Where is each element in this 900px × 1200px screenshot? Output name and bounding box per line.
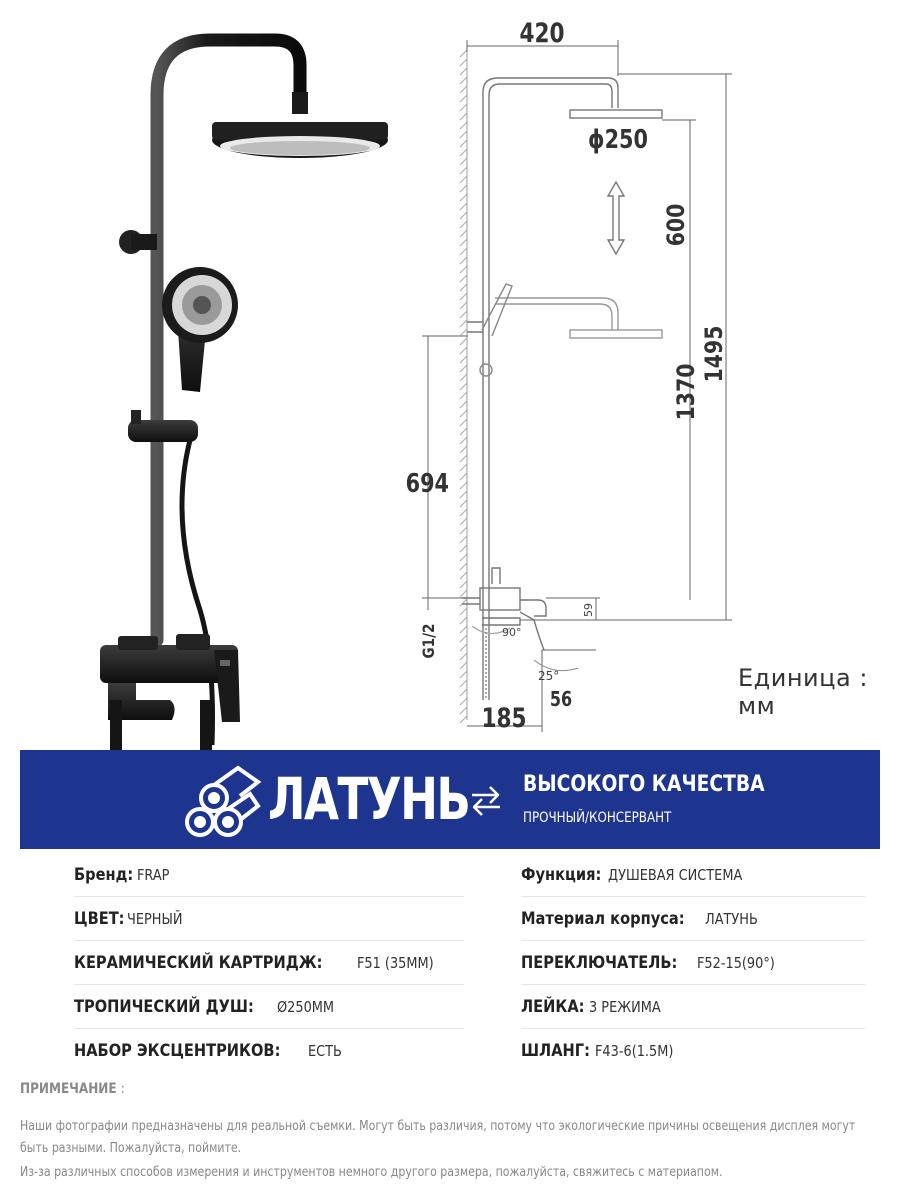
brass-pipes-icon [178,762,264,840]
hatch-mark [460,95,467,102]
spec-label: Бренд: [74,864,134,885]
hatch-mark [460,392,467,399]
spec-value: FRAP [136,865,170,884]
hatch-mark [460,698,467,705]
hatch-mark [460,608,467,615]
dim-spout-angle: 25° [538,669,560,683]
hatch-mark [460,140,467,147]
spec-label: ПЕРЕКЛЮЧАТЕЛЬ: [521,952,678,973]
spec-row-switch [521,941,865,985]
hatch-mark [460,257,467,264]
hatch-mark [460,113,467,120]
hatch-mark [460,473,467,480]
spec-row-cartridge [74,941,464,985]
hatch-mark [460,311,467,318]
hatch-mark [460,545,467,552]
spec-value: Ø250MM [277,997,335,1016]
note-line: Из-за различных способов измерения и инструментов немного другого размера, пожалуйста, свяжитесь с материапом. [20,1165,723,1180]
hatch-mark [460,671,467,678]
spec-row-brand [74,853,464,897]
dimension-drawing [405,0,900,750]
material-banner [20,750,880,849]
spec-label: КЕРАМИЧЕСКИЙ КАРТРИДЖ: [74,952,323,973]
hatch-mark [460,482,467,489]
dim-59: 59 [582,603,595,617]
spec-value: F51 (35MM) [356,953,434,972]
hatch-mark [460,518,467,525]
hatch-mark [460,464,467,471]
hatch-mark [460,266,467,273]
hatch-mark [460,509,467,516]
spec-value: ЕСТЬ [308,1042,342,1060]
note-line: быть разными. Пожалуйста, поймите. [20,1141,242,1156]
hatch-mark [460,158,467,165]
product-photo [0,0,420,750]
spec-row-hose [521,1029,865,1073]
hatch-mark [460,446,467,453]
hatch-mark [460,329,467,336]
hatch-mark [460,230,467,237]
hatch-mark [460,617,467,624]
spec-label: ШЛАНГ: [521,1041,590,1061]
hatch-mark [460,491,467,498]
spec-label: ЦВЕТ: [74,908,125,929]
banner-subline: ПРОЧНЫЙ/КОНСЕРВАНТ [523,810,672,826]
hatch-mark [460,500,467,507]
note-title-suffix: : [120,1081,125,1097]
hatch-mark [460,167,467,174]
dim-185: 185 [481,701,527,734]
unit-label: Единица : мм [738,664,868,720]
hatch-mark [460,203,467,210]
spec-row-rain-shower [74,985,464,1029]
spec-label: Функция: [521,864,602,885]
hatch-mark [460,122,467,129]
dim-420: 420 [519,16,565,49]
hatch-mark [460,707,467,714]
hatch-mark [460,212,467,219]
hatch-mark [460,410,467,417]
hatch-mark [460,419,467,426]
hatch-mark [460,50,467,57]
hatch-mark [460,626,467,633]
hatch-mark [460,383,467,390]
hatch-mark [460,581,467,588]
hatch-mark [460,86,467,93]
hatch-mark [460,293,467,300]
hatch-mark [460,59,467,66]
hatch-mark [460,356,467,363]
spec-label: НАБОР ЭКСЦЕНТРИКОВ: [74,1041,281,1061]
hatch-mark [460,302,467,309]
spec-value: 3 РЕЖИМА [588,997,661,1016]
hatch-mark [460,347,467,354]
hatch-mark [460,104,467,111]
spec-value: F43-6(1.5M) [595,1042,674,1060]
hatch-mark [460,635,467,642]
hatch-mark [460,248,467,255]
banner-title: ЛАТУНЬ [268,765,470,833]
dim-head-diameter: ϕ250 [588,123,648,155]
hatch-mark [460,680,467,687]
hatch-mark [460,239,467,246]
spec-value: ЛАТУНЬ [705,909,759,928]
note-line: Наши фотографии предназначены для реальной съемки. Могут быть различия, потому что экологические причины освещения дисплея могут [20,1119,856,1134]
hatch-mark [460,572,467,579]
hatch-mark [460,455,467,462]
spec-value: ДУШЕВАЯ СИСТЕМА [608,865,743,884]
hatch-mark [460,320,467,327]
spec-value: F52-15(90°) [696,953,775,972]
spec-row-hand-shower [521,985,865,1029]
hatch-mark [460,365,467,372]
dim-1495: 1495 [700,325,729,383]
hatch-mark [460,221,467,228]
banner-headline: ВЫСОКОГО КАЧЕСТВА [523,772,765,797]
hatch-mark [460,662,467,669]
hatch-mark [460,437,467,444]
hatch-mark [460,554,467,561]
spec-row-eccentrics [74,1029,464,1073]
spec-value: ЧЕРНЫЙ [126,909,183,928]
hatch-mark [460,194,467,201]
hatch-mark [460,527,467,534]
hatch-mark [460,653,467,660]
hatch-mark [460,185,467,192]
hatch-mark [460,77,467,84]
hatch-mark [460,563,467,570]
note-title: ПРИМЕЧАНИЕ : [20,1081,125,1097]
hatch-mark [460,284,467,291]
hatch-mark [460,536,467,543]
hatch-mark [460,428,467,435]
dim-inlet-thread: G1/2 [419,623,439,659]
spec-label: ЛЕЙКА: [521,996,585,1017]
spec-row-body-material [521,897,865,941]
spec-label: ТРОПИЧЕСКИЙ ДУШ: [74,996,254,1017]
hatch-mark [460,374,467,381]
hatch-mark [460,176,467,183]
spec-row-color [74,897,464,941]
swap-arrows-icon [468,784,504,818]
hatch-mark [460,275,467,282]
dim-694: 694 [405,467,449,499]
hatch-mark [460,149,467,156]
dim-switch-angle: 90° [502,626,522,639]
hatch-mark [460,644,467,651]
dim-1370: 1370 [672,363,701,421]
hatch-mark [460,689,467,696]
hatch-mark [460,401,467,408]
spec-row-function [521,853,865,897]
hatch-mark [460,590,467,597]
hatch-mark [460,338,467,345]
hatch-mark [460,68,467,75]
hatch-mark [460,131,467,138]
dim-56: 56 [549,688,573,712]
hatch-mark [460,716,467,723]
spec-label: Материал корпуса: [521,908,685,929]
dim-600: 600 [662,203,691,247]
hatch-mark [460,599,467,606]
